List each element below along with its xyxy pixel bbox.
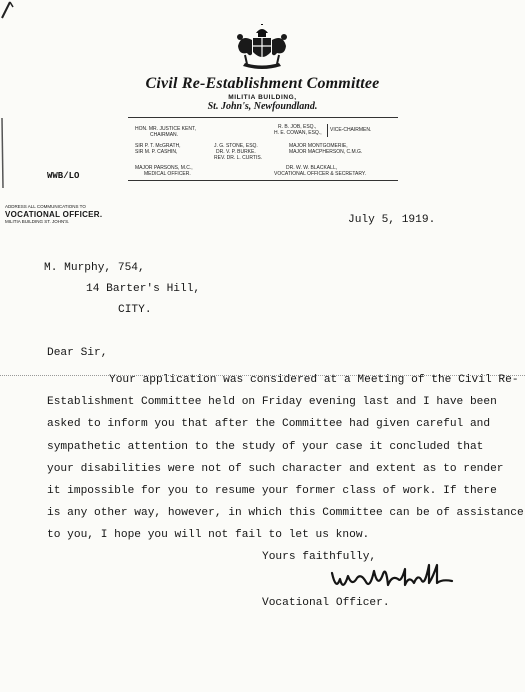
member-role: CHAIRMAN.	[150, 132, 179, 138]
member-name: J. G. STONE, ESQ.	[214, 143, 258, 149]
body-line: Your application was considered at a Meeting of the Civil Re-	[109, 374, 519, 386]
member-role: VICE-CHAIRMEN.	[330, 127, 372, 133]
binding-mark	[0, 118, 6, 188]
member-name: HON. MR. JUSTICE KENT,	[135, 126, 196, 132]
corner-mark	[0, 0, 20, 20]
address-note-line: ADDRESS ALL COMMUNICATIONS TO	[5, 204, 86, 209]
address-note-title: VOCATIONAL OFFICER.	[5, 210, 103, 219]
organization-building: MILITIA BUILDING,	[228, 94, 297, 101]
coat-of-arms-icon	[229, 24, 295, 72]
body-line: your disabilities were not of such character and extent as to render	[47, 462, 504, 475]
member-name: DR. W. W. BLACKALL,	[286, 165, 338, 171]
signature-title: Vocational Officer.	[262, 597, 390, 609]
recipient-line: M. Murphy, 754,	[44, 262, 145, 274]
closing: Yours faithfully,	[262, 551, 377, 563]
member-role: MEDICAL OFFICER.	[144, 171, 191, 177]
handwritten-signature	[330, 561, 458, 597]
letter-date: July 5, 1919.	[348, 214, 436, 226]
address-note	[5, 204, 102, 225]
member-role: VOCATIONAL OFFICER & SECRETARY.	[274, 171, 366, 177]
member-name: DR. V. P. BURKE.	[216, 149, 256, 155]
body-line: asked to inform you that after the Committee had given careful and	[47, 418, 491, 431]
letterhead-rule-top	[128, 117, 398, 118]
member-name: REV. DR. L. CURTIS.	[214, 155, 263, 161]
body-line: sympathetic attention to the study of your case it concluded that	[47, 440, 484, 453]
recipient-line: CITY.	[118, 304, 152, 316]
reference-code: WWB/LO	[47, 171, 80, 181]
recipient-line: 14 Barter's Hill,	[86, 283, 201, 295]
address-note-line: MILITIA BUILDING ST. JOHN'S.	[5, 219, 70, 224]
organization-name: Civil Re-Establishment Committee	[145, 75, 380, 92]
member-name: MAJOR MONTGOMERIE,	[289, 143, 348, 149]
member-bracket	[327, 124, 328, 137]
member-name: SIR M. P. CASHIN,	[135, 149, 178, 155]
letter-body	[47, 369, 524, 547]
member-name: MAJOR PARSONS, M.C.,	[135, 165, 193, 171]
salutation: Dear Sir,	[47, 347, 108, 359]
letterhead-rule-bottom	[128, 180, 398, 181]
body-line: it impossible for you to resume your former class of work. If there	[47, 485, 497, 498]
member-name: MAJOR MACPHERSON, C.M.G.	[289, 149, 363, 155]
member-name: H. E. COWAN, ESQ.,	[274, 130, 322, 136]
organization-city: St. John's, Newfoundland.	[207, 101, 318, 112]
member-name: R. B. JOB, ESQ.,	[278, 124, 317, 130]
body-line: Establishment Committee held on Friday evening last and I have been	[47, 396, 497, 409]
body-line: to you, I hope you will not fail to let us know.	[47, 529, 370, 542]
body-line: is any other way, however, in which this Committee can be of assistance	[47, 507, 524, 520]
member-name: SIR P. T. McGRATH,	[135, 143, 181, 149]
